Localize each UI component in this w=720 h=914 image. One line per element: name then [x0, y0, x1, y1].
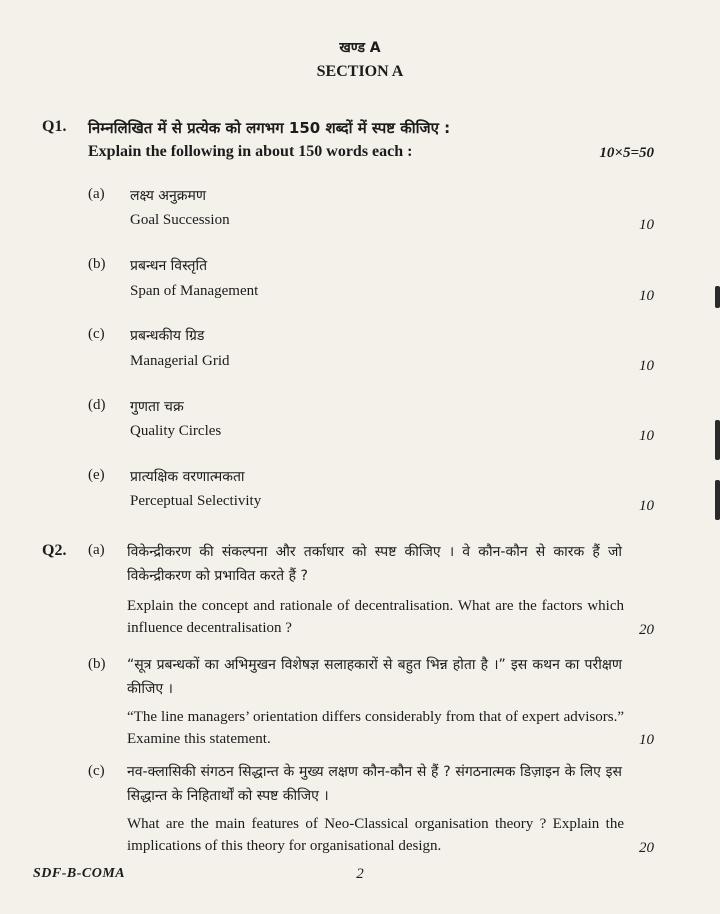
item-label: (c) — [88, 326, 105, 342]
scan-edge-mark — [715, 480, 720, 520]
q1-total-marks: 10×5=50 — [599, 145, 654, 161]
scan-edge-mark — [715, 286, 720, 308]
item-english: Explain the concept and rationale of decentralisation. What are the factors which influence decentralisation ? — [127, 598, 624, 636]
q1-instruction-hindi: निम्नलिखित में से प्रत्येक को लगभग 150 शब्दों में स्पष्ट कीजिए : — [88, 119, 451, 137]
q1-instruction: Explain the following in about 150 words each : — [88, 143, 413, 160]
question-number: Q2. — [42, 542, 67, 559]
item-english: What are the main features of Neo-Classical organisation theory ? Explain the implications of this theory for organisational design. — [127, 816, 624, 854]
scan-edge-mark — [715, 420, 720, 460]
item-label: (e) — [88, 467, 105, 483]
item-hindi: गुणता चक्र — [130, 399, 184, 415]
item-label: (b) — [88, 656, 106, 672]
item-english: Quality Circles — [130, 423, 222, 439]
item-marks: 10 — [639, 358, 654, 374]
item-english: “The line managers’ orientation differs considerably from that of expert advisors.” Examine this statement. — [127, 709, 624, 747]
item-label: (a) — [88, 542, 105, 558]
item-hindi: “सूत्र प्रबन्धकों का अभिमुखन विशेषज्ञ सलाहकारों से बहुत भिन्न होता है ।” इस कथन का परीक्षण कीजिए । — [127, 657, 622, 697]
question-number: Q1. — [42, 118, 67, 135]
item-marks: 10 — [639, 732, 654, 748]
item-hindi: प्रात्यक्षिक वरणात्मकता — [130, 469, 245, 485]
item-hindi: प्रबन्धकीय ग्रिड — [130, 328, 205, 344]
item-label: (d) — [88, 397, 106, 413]
item-marks: 10 — [639, 217, 654, 233]
item-marks: 10 — [639, 428, 654, 444]
item-english: Perceptual Selectivity — [130, 493, 262, 509]
section-title-hindi: खण्ड A — [339, 40, 381, 56]
item-marks: 20 — [639, 622, 654, 638]
section-title: SECTION A — [316, 63, 404, 80]
item-english: Span of Management — [130, 283, 259, 299]
item-label: (a) — [88, 186, 105, 202]
item-marks: 20 — [639, 840, 654, 856]
item-marks: 10 — [639, 498, 654, 514]
paper-code: SDF-B-COMA — [33, 866, 126, 881]
item-hindi: विकेन्द्रीकरण की संकल्पना और तर्काधार को स्पष्ट कीजिए । वे कौन-कौन से कारक हैं जो विकेन्द्रीकरण को प्रभावित करते हैं ? — [127, 544, 622, 584]
item-hindi: नव-क्लासिकी संगठन सिद्धान्त के मुख्य लक्षण कौन-कौन से हैं ? संगठनात्मक डिज़ाइन के लिए इस सिद्धान्त के निहितार्थों को स्पष्ट कीजिए । — [127, 764, 622, 804]
item-english: Managerial Grid — [130, 353, 230, 369]
item-english: Goal Succession — [130, 212, 230, 228]
item-marks: 10 — [639, 288, 654, 304]
item-hindi: लक्ष्य अनुक्रमण — [130, 188, 207, 204]
item-hindi: प्रबन्धन विस्तृति — [130, 258, 208, 274]
page-number: 2 — [356, 866, 364, 882]
item-label: (c) — [88, 763, 105, 779]
item-label: (b) — [88, 256, 106, 272]
